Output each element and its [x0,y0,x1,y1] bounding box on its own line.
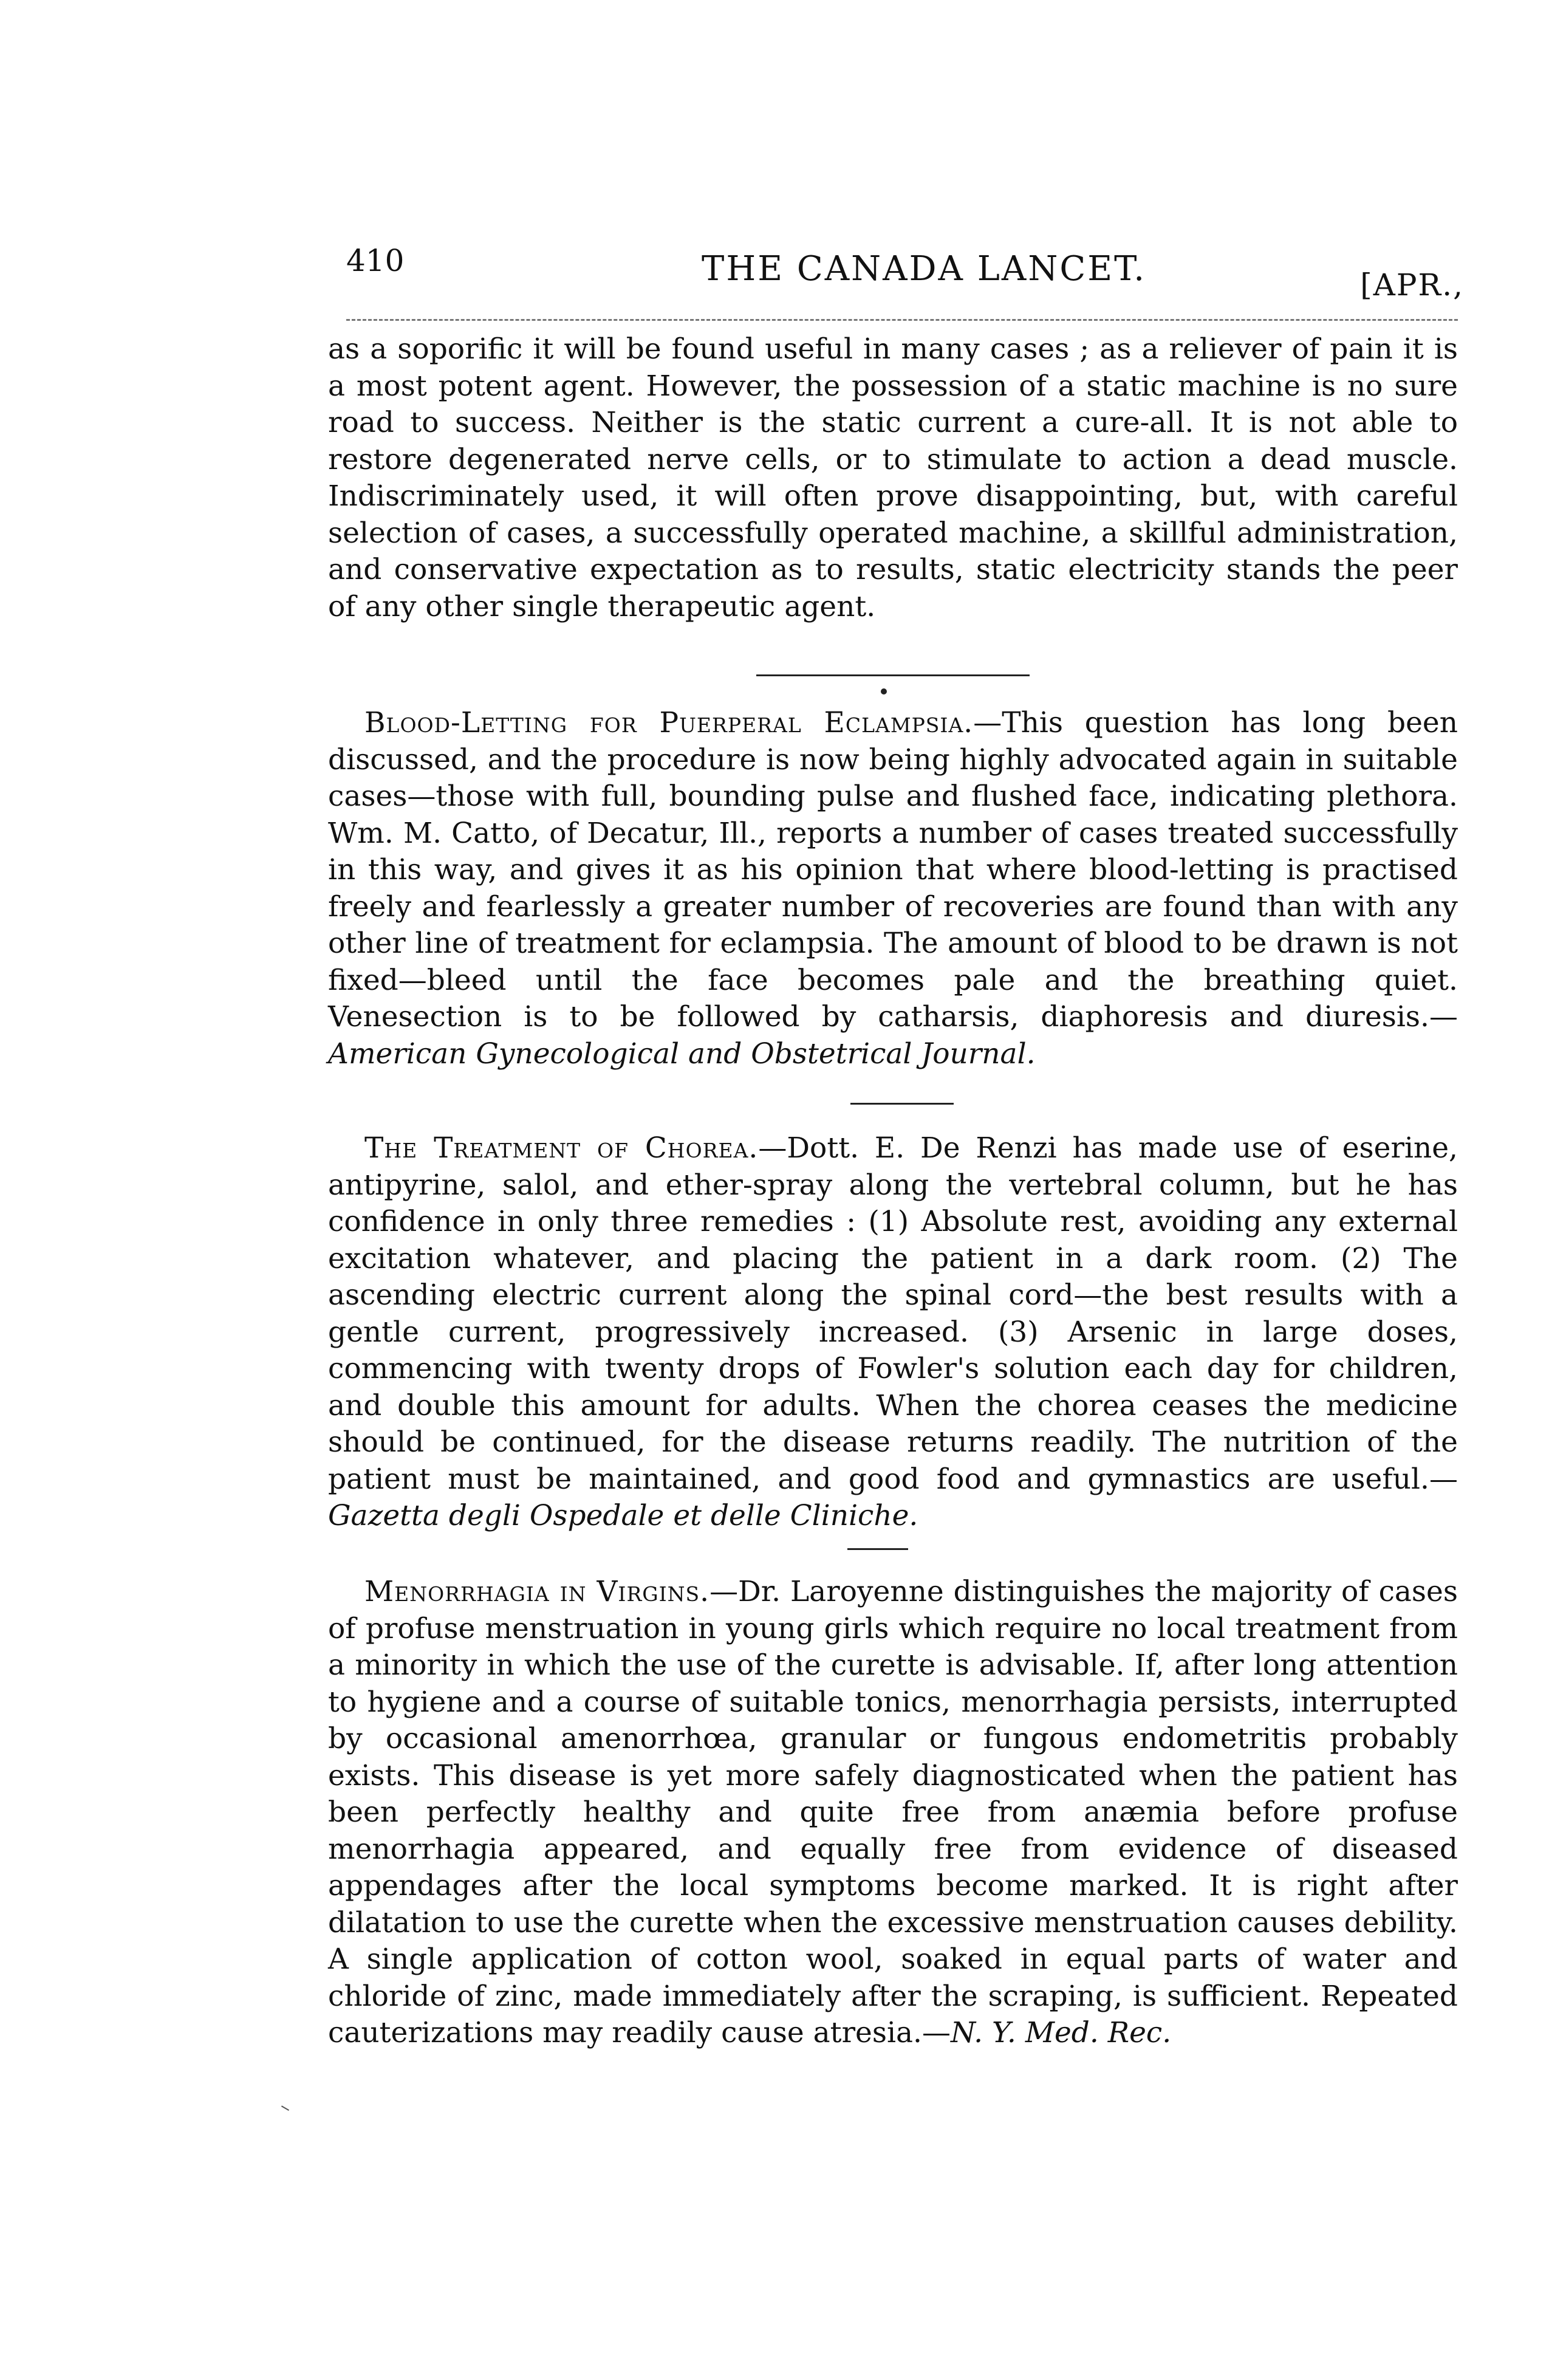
article-body: —Dr. Laroyenne distinguishes the majority of cases of profuse menstruation in young girls which require no local treatment from a minority in which the use of the curette is advisable. If, after long attention to hygiene and a course of suitable tonics, menorrhagia persists, interrupted by occasional amenorrhœa, granular or fungous endometritis probably exists. This disease is yet more safely diagnosticated when the patient has been perfectly healthy and quite free from anæmia before profuse menorrhagia appeared, and equally free from evidence of diseased appendages after the local symptoms become marked. It is right after dilatation to use the curette when the excessive menstruation causes debility. A single application of cotton wool, soaked in equal parts of water and chloride of zinc, made immediately after the scraping, is sufficient. Repeated cauterizations may readily cause atresia.— [328,1575,1458,2049]
section-divider [756,674,1030,676]
article-body: as a soporific it will be found useful in many cases ; as a reliever of pain it is a most potent agent. However, the possession of a static machine is no sure road to success. Neither is the static current a cure-all. It is not able to restore degenerated nerve cells, or to stimulate to action a dead muscle. Indiscriminately used, it will often prove disappointing, but, with careful selection of cases, a successfully operated machine, a skillful administration, and conservative expectation as to results, static electricity stands the peer of any other single therapeutic agent. [328,332,1458,623]
article-static-electricity [328,331,1458,625]
decorative-dot [881,688,887,694]
article-body: —This question has long been discussed, and the procedure is now being highly advocated again in suitable cases—those with full, bounding pulse and flushed face, indicating plethora. Wm. M. Catto, of Decatur, Ill., reports a number of cases treated successfully in this way, and gives it as his opinion that where blood-letting is practised freely and fearlessly a greater number of recoveries are found than with any other line of treatment for eclampsia. The amount of blood to be drawn is not fixed—bleed until the face becomes pale and the breathing quiet. Venesection is to be followed by catharsis, diaphoresis and diuresis.— [328,706,1458,1034]
page-number: 410 [346,243,405,278]
article-source: Gazetta degli Ospedale et delle Cliniche. [328,1499,918,1532]
article-chorea [328,1130,1458,1535]
section-divider [847,1548,908,1550]
running-header [346,243,1464,303]
article-blood-letting [328,705,1458,1072]
article-body: —Dott. E. De Renzi has made use of eserine, antipyrine, salol, and ether-spray along the vertebral column, but he has confidence in only three remedies : (1) Absolute rest, avoiding any external excitation whatever, and placing the patient in a dark room. (2) The ascending electric current along the spinal cord—the best results with a gentle current, progressively increased. (3) Arsenic in large doses, commencing with twenty drops of Fowler's solution each day for children, and double this amount for adults. When the chorea ceases the medicine should be continued, for the disease returns readily. The nutrition of the patient must be maintained, and good food and gymnastics are useful.— [328,1131,1458,1496]
article-paragraph [328,1130,1458,1535]
article-source: N. Y. Med. Rec. [950,2016,1172,2049]
article-heading: Menorrhagia in Virgins. [364,1575,710,1608]
journal-title: THE CANADA LANCET. [702,249,1147,289]
article-paragraph [328,705,1458,1072]
article-paragraph [328,1574,1458,2052]
article-source: American Gynecological and Obstetrical Journal. [328,1037,1036,1071]
issue-month: [APR., [1360,267,1464,303]
article-menorrhagia [328,1574,1458,2052]
section-divider [850,1103,954,1105]
scan-mark [278,2105,289,2116]
article-heading: The Treatment of Chorea. [364,1131,759,1165]
header-rule [346,319,1458,321]
article-heading: Blood-Letting for Puerperal Eclampsia. [364,706,974,739]
